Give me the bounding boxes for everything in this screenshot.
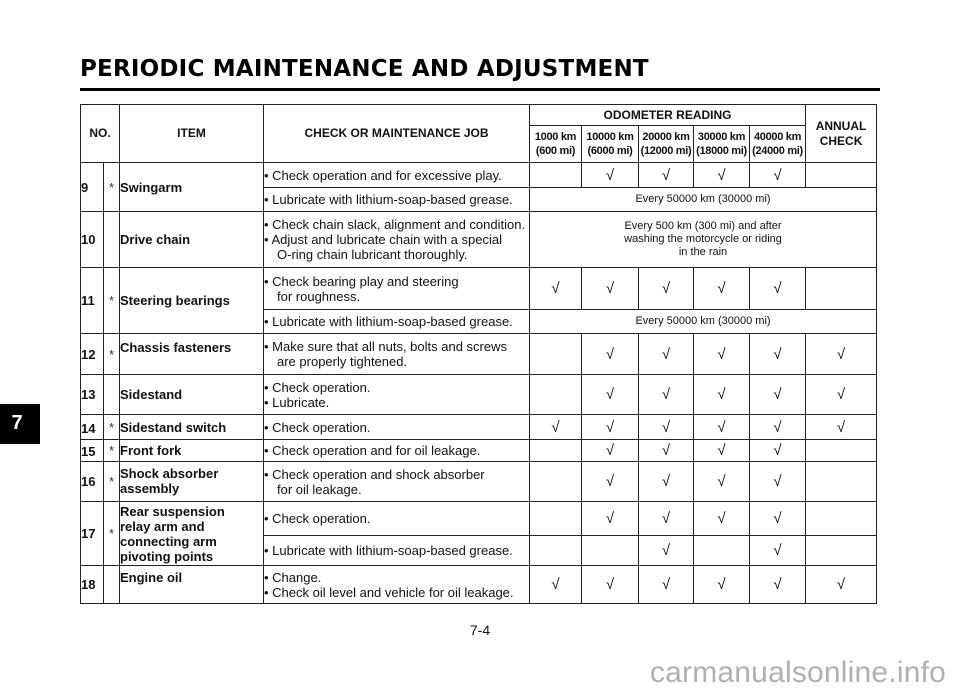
job-cell: • Check operation and shock absorber for oil leakage. [264,462,530,502]
header-interval: 10000 km (6000 mi) [582,126,639,163]
check-mark: √ [639,440,694,462]
table-row [81,268,877,310]
check-mark: √ [694,462,750,502]
job-cell: • Lubricate with lithium-soap-based grease. [264,536,530,566]
interval-note: Every 50000 km (30000 mi) [530,188,877,212]
star-mark: * [104,163,120,212]
check-mark: √ [582,462,639,502]
header-interval: 30000 km (18000 mi) [694,126,750,163]
row-number: 9 [81,163,104,212]
table-row [81,502,877,536]
check-mark: √ [639,334,694,375]
check-mark: √ [639,462,694,502]
check-mark: √ [639,375,694,415]
header-annual: ANNUAL CHECK [806,105,877,163]
item-name: Swingarm [120,163,264,212]
star-mark: * [104,268,120,334]
row-number: 10 [81,212,104,268]
interval-note: Every 500 km (300 mi) and after washing the motorcycle or riding in the rain [530,212,877,268]
table-row [81,212,877,268]
watermark: carmanualsonline.info [649,656,946,689]
job-cell: • Check operation. • Lubricate. [264,375,530,415]
item-name: Drive chain [120,212,264,268]
maintenance-table [80,104,877,604]
check-mark: √ [750,163,806,188]
header-job: CHECK OR MAINTENANCE JOB [264,105,530,163]
item-name: Front fork [120,440,264,462]
job-cell: • Check operation and for oil leakage. [264,440,530,462]
row-number: 16 [81,462,104,502]
table-row [81,375,877,415]
job-cell: • Check operation. [264,502,530,536]
header-interval: 1000 km (600 mi) [530,126,582,163]
job-cell: • Lubricate with lithium-soap-based grease. [264,310,530,334]
check-mark: √ [582,163,639,188]
row-number: 12 [81,334,104,375]
table-row [81,334,877,375]
check-mark: √ [750,566,806,604]
job-cell: • Change. • Check oil level and vehicle for oil leakage. [264,566,530,604]
star-mark: * [104,415,120,440]
check-mark: √ [582,440,639,462]
check-mark: √ [750,375,806,415]
star-mark: * [104,334,120,375]
page-number: 7-4 [469,622,491,638]
header-interval: 20000 km (12000 mi) [639,126,694,163]
check-mark: √ [639,415,694,440]
check-mark: √ [806,375,877,415]
job-cell: • Make sure that all nuts, bolts and screws are properly tightened. [264,334,530,375]
check-mark: √ [582,502,639,536]
item-name: Chassis fasteners [120,334,264,375]
check-mark: √ [582,566,639,604]
check-mark: √ [694,566,750,604]
job-cell: • Check operation. [264,415,530,440]
check-mark: √ [694,268,750,310]
header-interval: 40000 km (24000 mi) [750,126,806,163]
star-mark: * [104,440,120,462]
check-mark: √ [694,334,750,375]
row-number: 17 [81,502,104,566]
star-mark: * [104,502,120,566]
header-no: NO. [81,105,120,163]
title-rule [80,88,880,91]
job-cell: • Check operation and for excessive play. [264,163,530,188]
check-mark: √ [806,334,877,375]
chapter-tab-label: 7 [11,412,23,434]
check-mark: √ [750,536,806,566]
row-number: 15 [81,440,104,462]
check-mark: √ [750,502,806,536]
check-mark: √ [750,268,806,310]
item-name: Sidestand switch [120,415,264,440]
check-mark: √ [694,502,750,536]
check-mark: √ [806,415,877,440]
check-mark: √ [530,415,582,440]
job-cell: • Lubricate with lithium-soap-based grease. [264,188,530,212]
header-item: ITEM [120,105,264,163]
item-name: Steering bearings [120,268,264,334]
check-mark: √ [694,440,750,462]
item-name: Engine oil [120,566,264,604]
check-mark: √ [639,502,694,536]
job-cell: • Check chain slack, alignment and condition. • Adjust and lubricate chain with a special O-ring chain lubricant thoroughly. [264,212,530,268]
check-mark: √ [639,268,694,310]
check-mark: √ [582,268,639,310]
table-row [81,462,877,502]
row-number: 11 [81,268,104,334]
row-number: 13 [81,375,104,415]
table-row [81,566,877,604]
check-mark: √ [582,334,639,375]
check-mark: √ [694,163,750,188]
check-mark: √ [806,566,877,604]
check-mark: √ [530,566,582,604]
check-mark: √ [750,440,806,462]
table-row [81,163,877,188]
check-mark: √ [530,268,582,310]
chapter-tab [0,404,40,444]
item-name: Sidestand [120,375,264,415]
interval-note: Every 50000 km (30000 mi) [530,310,877,334]
item-name: Rear suspension relay arm and connecting arm pivoting points [120,502,264,566]
check-mark: √ [582,375,639,415]
check-mark: √ [582,415,639,440]
star-mark: * [104,462,120,502]
check-mark: √ [639,566,694,604]
row-number: 14 [81,415,104,440]
check-mark: √ [750,462,806,502]
item-name: Shock absorber assembly [120,462,264,502]
check-mark: √ [639,536,694,566]
page-title: PERIODIC MAINTENANCE AND ADJUSTMENT [80,56,649,82]
check-mark: √ [639,163,694,188]
table-row [81,415,877,440]
check-mark: √ [750,334,806,375]
check-mark: √ [750,415,806,440]
check-mark: √ [694,415,750,440]
table-row [81,440,877,462]
check-mark: √ [694,375,750,415]
job-cell: • Check bearing play and steering for roughness. [264,268,530,310]
header-odometer: ODOMETER READING [530,105,806,126]
row-number: 18 [81,566,104,604]
